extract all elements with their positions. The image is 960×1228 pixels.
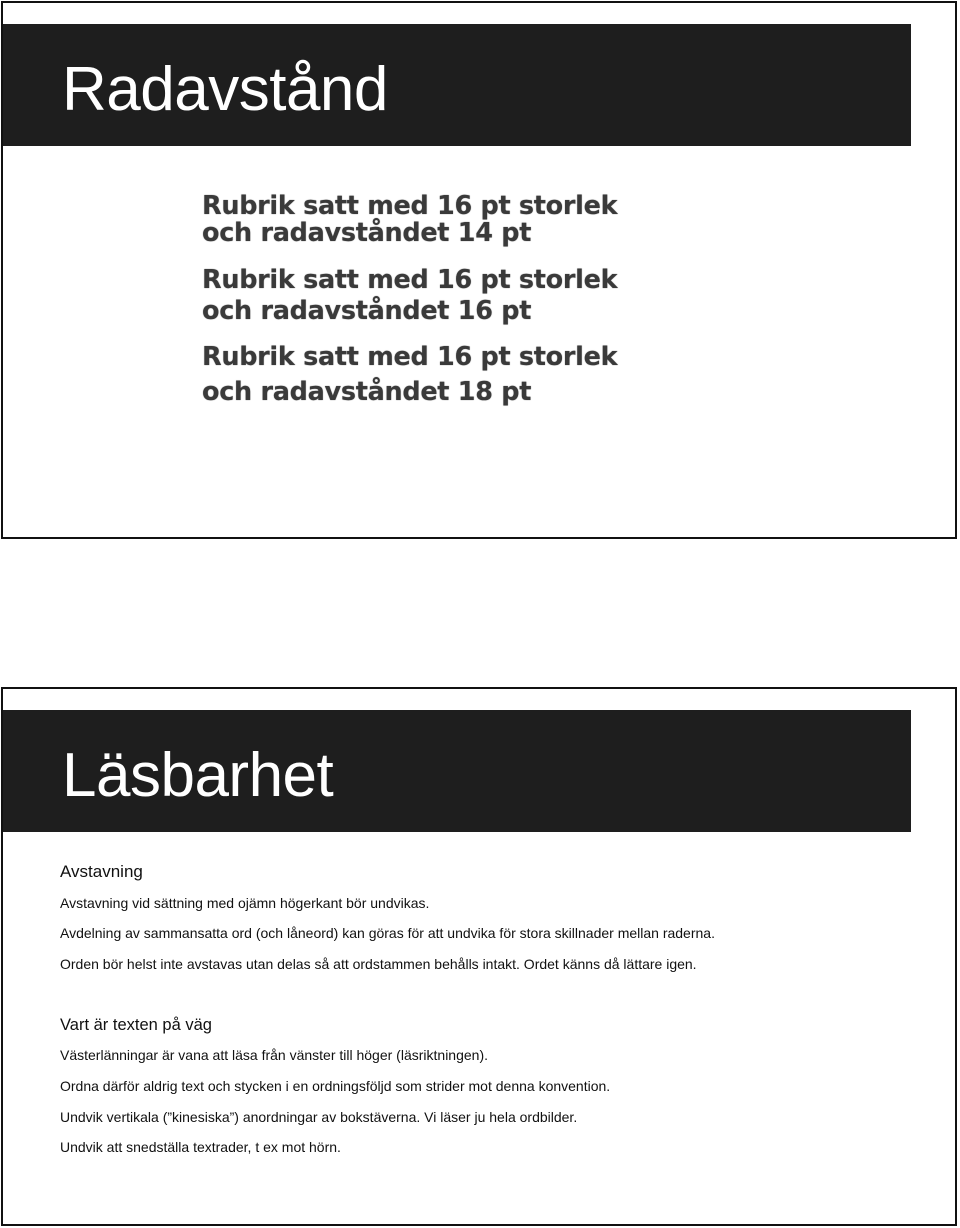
paragraph-line: Undvik att snedställa textrader, t ex mot hörn. [60, 1139, 341, 1155]
example-line-2: och radavståndet 16 pt [202, 296, 532, 326]
title-bar [3, 710, 911, 832]
slide-lasbarhet [1, 687, 957, 1226]
slide-title: Läsbarhet [62, 741, 334, 810]
paragraph-line: Avdelning av sammansatta ord (och låneord) kan göras för att undvika för stora skillnader mellan raderna. [60, 925, 715, 941]
title-bar [3, 24, 911, 146]
slide-title: Radavstånd [62, 55, 388, 124]
section-heading-vart-ar-texten: Vart är texten på väg [60, 1016, 212, 1034]
example-line-2: och radavståndet 14 pt [202, 218, 532, 248]
paragraph-line: Orden bör helst inte avstavas utan delas så att ordstammen behålls intakt. Ordet känns då lättare igen. [60, 956, 697, 972]
line-spacing-example-16pt [202, 265, 762, 327]
line-spacing-example-18pt [202, 340, 762, 410]
paragraph-line: Västerlänningar är vana att läsa från vänster till höger (läsriktningen). [60, 1047, 488, 1063]
paragraph-line: Undvik vertikala (”kinesiska”) anordningar av bokstäverna. Vi läser ju hela ordbilder. [60, 1109, 578, 1125]
example-line-1: Rubrik satt med 16 pt storlek [202, 265, 618, 295]
example-line-2: och radavståndet 18 pt [202, 377, 532, 407]
section-heading-avstavning: Avstavning [60, 862, 143, 881]
paragraph-line: Avstavning vid sättning med ojämn högerkant bör undvikas. [60, 895, 430, 911]
example-line-1: Rubrik satt med 16 pt storlek [202, 191, 618, 221]
slide-radavstand [1, 1, 957, 539]
paragraph-line: Ordna därför aldrig text och stycken i en ordningsföljd som strider mot denna konvention. [60, 1078, 611, 1094]
line-spacing-example-14pt [202, 193, 762, 247]
example-line-1: Rubrik satt med 16 pt storlek [202, 342, 618, 372]
